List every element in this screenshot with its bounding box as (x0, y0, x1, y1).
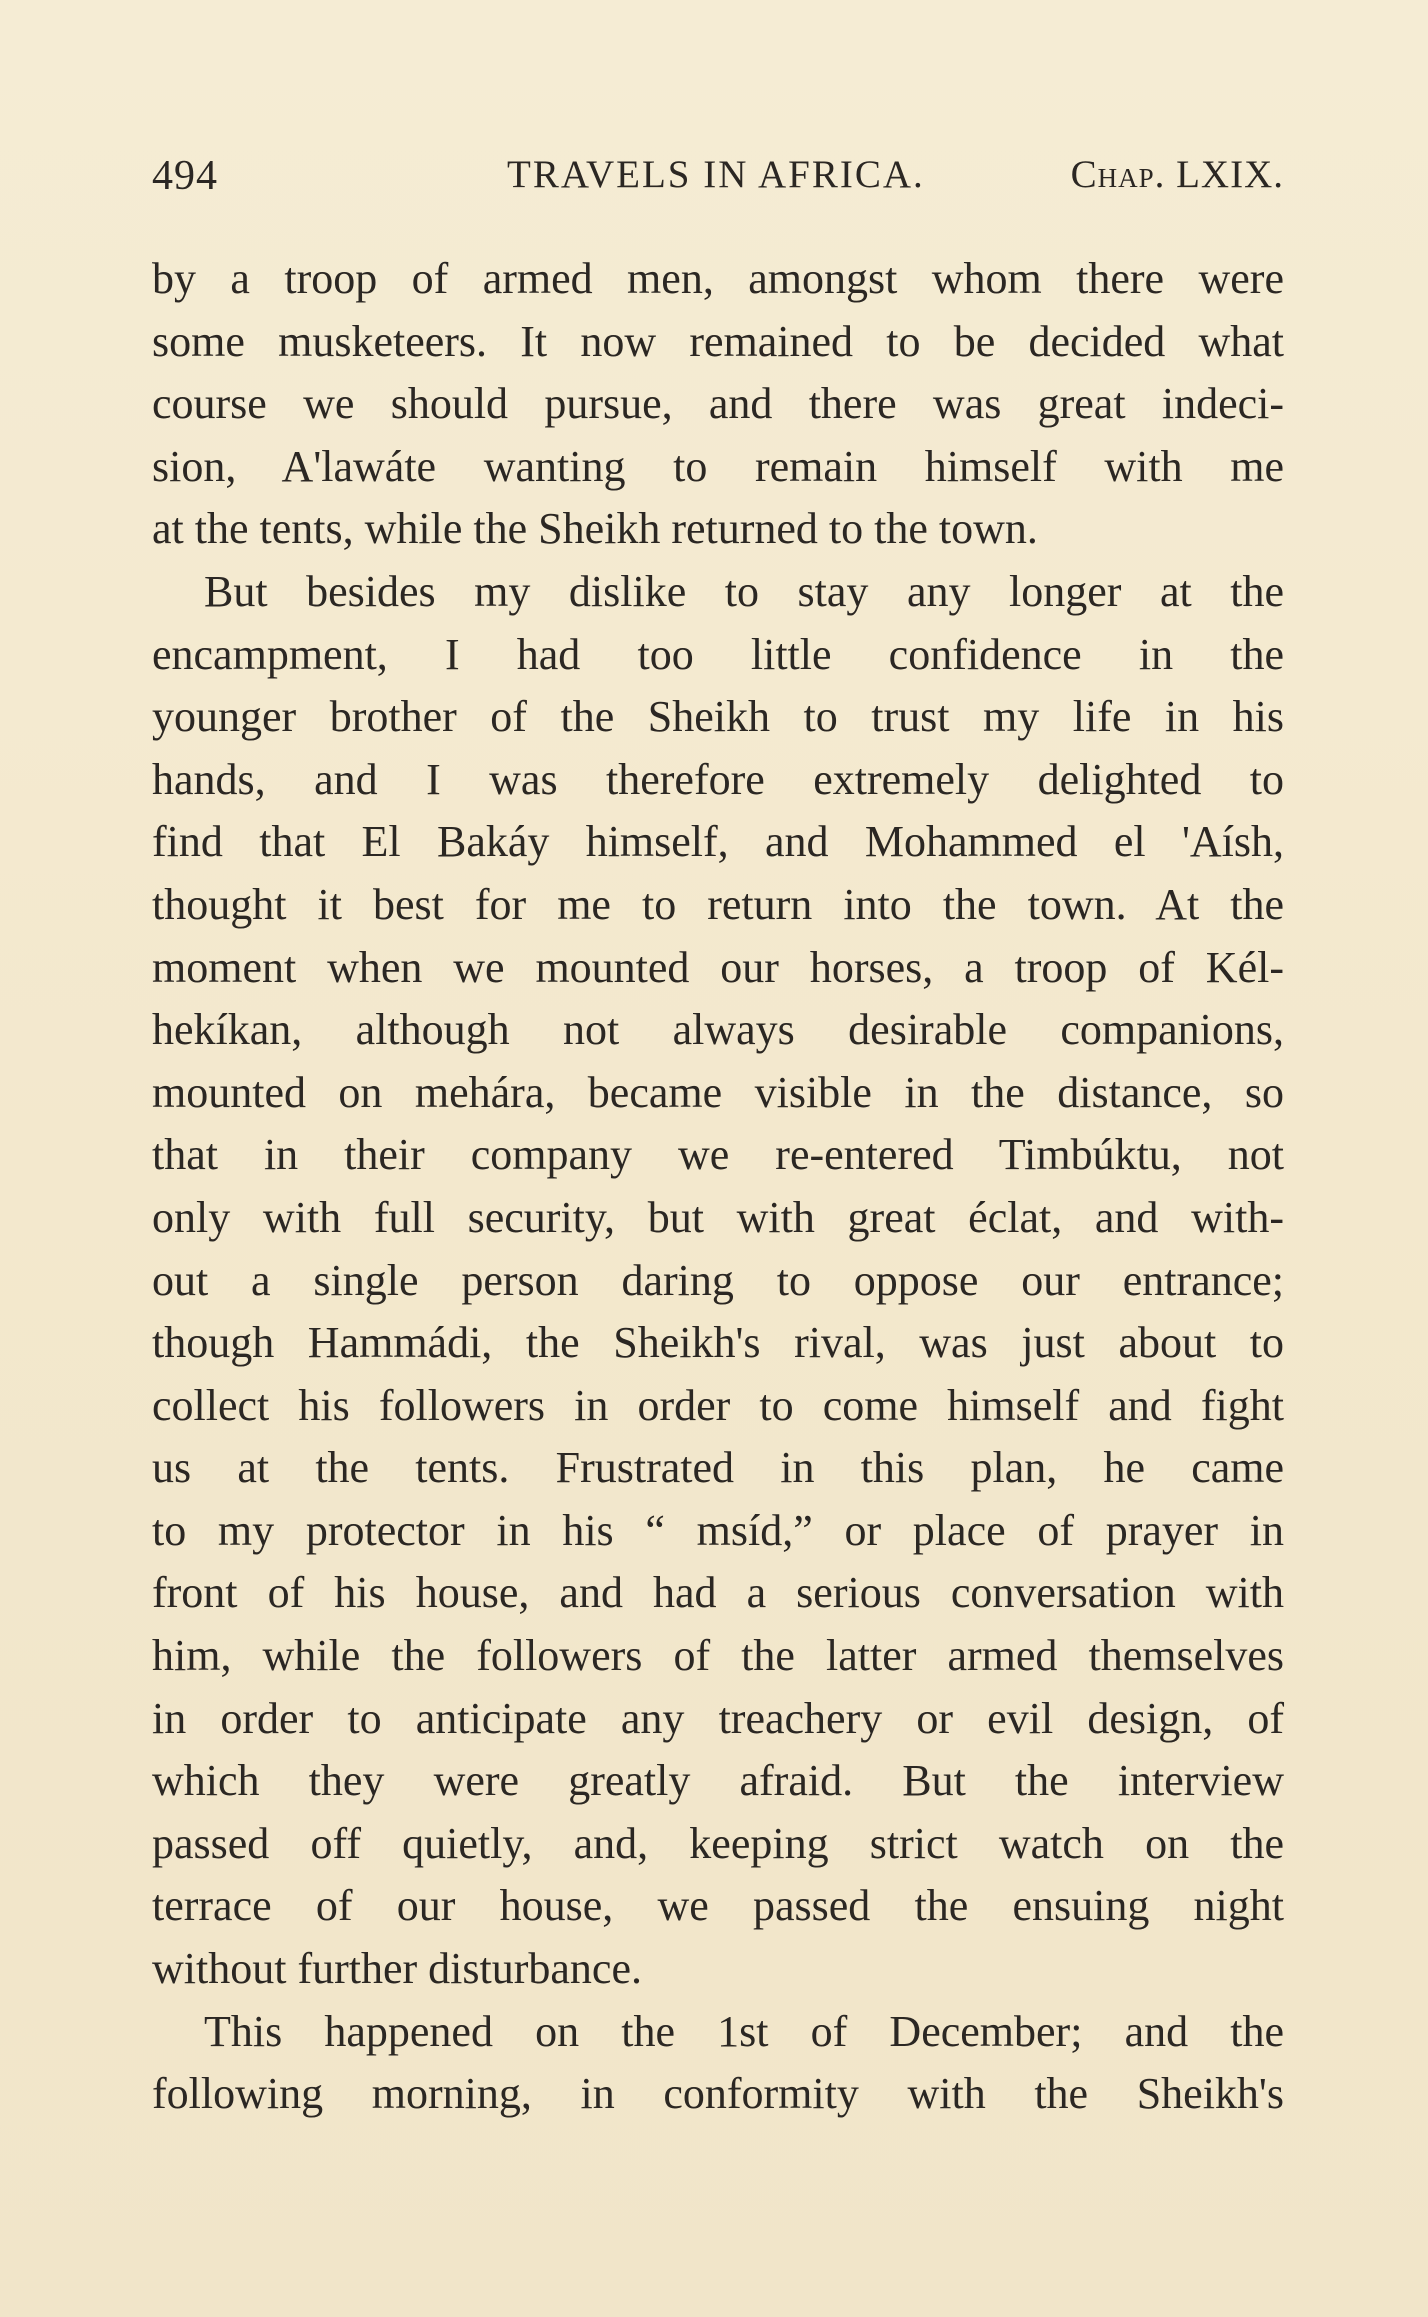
running-title: TRAVELS IN AFRICA. (507, 153, 925, 196)
text-line: by a troop of armed men, amongst whom there were (152, 254, 1284, 303)
text-line: without further disturbance. (152, 1944, 642, 1994)
text-line: encampment, I had too little confidence in the (152, 629, 1284, 679)
text-line: mounted on mehára, became visible in the distance, so (152, 1067, 1284, 1117)
text-line: which they were greatly afraid. But the interview (152, 1756, 1284, 1806)
text-line: But besides my dislike to stay any longer at the (204, 566, 1284, 616)
text-line: only with full security, but with great éclat, and with- (152, 1192, 1284, 1242)
text-line: at the tents, while the Sheikh returned to the town. (152, 504, 1038, 554)
chapter-label: Chap. LXIX. (1070, 153, 1284, 196)
text-line: find that El Bakáy himself, and Mohammed el 'Aísh, (152, 817, 1284, 867)
text-line: though Hammádi, the Sheikh's rival, was just about to (152, 1318, 1284, 1368)
text-line: collect his followers in order to come himself and fight (152, 1380, 1284, 1430)
text-line: in order to anticipate any treachery or evil design, of (152, 1693, 1284, 1743)
text-line: some musketeers. It now remained to be decided what (152, 316, 1284, 366)
page-number: 494 (152, 153, 218, 199)
text-line: him, while the followers of the latter armed themselves (152, 1631, 1284, 1681)
text-line: to my protector in his “ msíd,” or place of prayer in (152, 1505, 1284, 1555)
text-line: hekíkan, although not always desirable companions, (152, 1005, 1284, 1055)
text-line: that in their company we re-entered Timbúktu, not (152, 1130, 1284, 1180)
text-line: terrace of our house, we passed the ensuing night (152, 1881, 1284, 1931)
text-line: passed off quietly, and, keeping strict watch on the (152, 1818, 1284, 1868)
text-line: sion, A'lawáte wanting to remain himself with me (152, 441, 1284, 491)
body-text (152, 248, 1284, 2126)
text-line: us at the tents. Frustrated in this plan, he came (152, 1443, 1284, 1493)
text-line: course we should pursue, and there was great indeci- (152, 379, 1284, 429)
text-line: moment when we mounted our horses, a troop of Kél- (152, 942, 1284, 992)
text-line: front of his house, and had a serious conversation with (152, 1568, 1284, 1618)
text-line: This happened on the 1st of December; and the (204, 2006, 1284, 2056)
text-line: following morning, in conformity with the Sheikh's (152, 2069, 1284, 2119)
text-line: younger brother of the Sheikh to trust my life in his (152, 692, 1284, 742)
text-line: out a single person daring to oppose our entrance; (152, 1255, 1284, 1305)
running-header (152, 152, 1284, 202)
text-line: thought it best for me to return into the town. At the (152, 879, 1284, 929)
text-line: hands, and I was therefore extremely delighted to (152, 754, 1284, 804)
